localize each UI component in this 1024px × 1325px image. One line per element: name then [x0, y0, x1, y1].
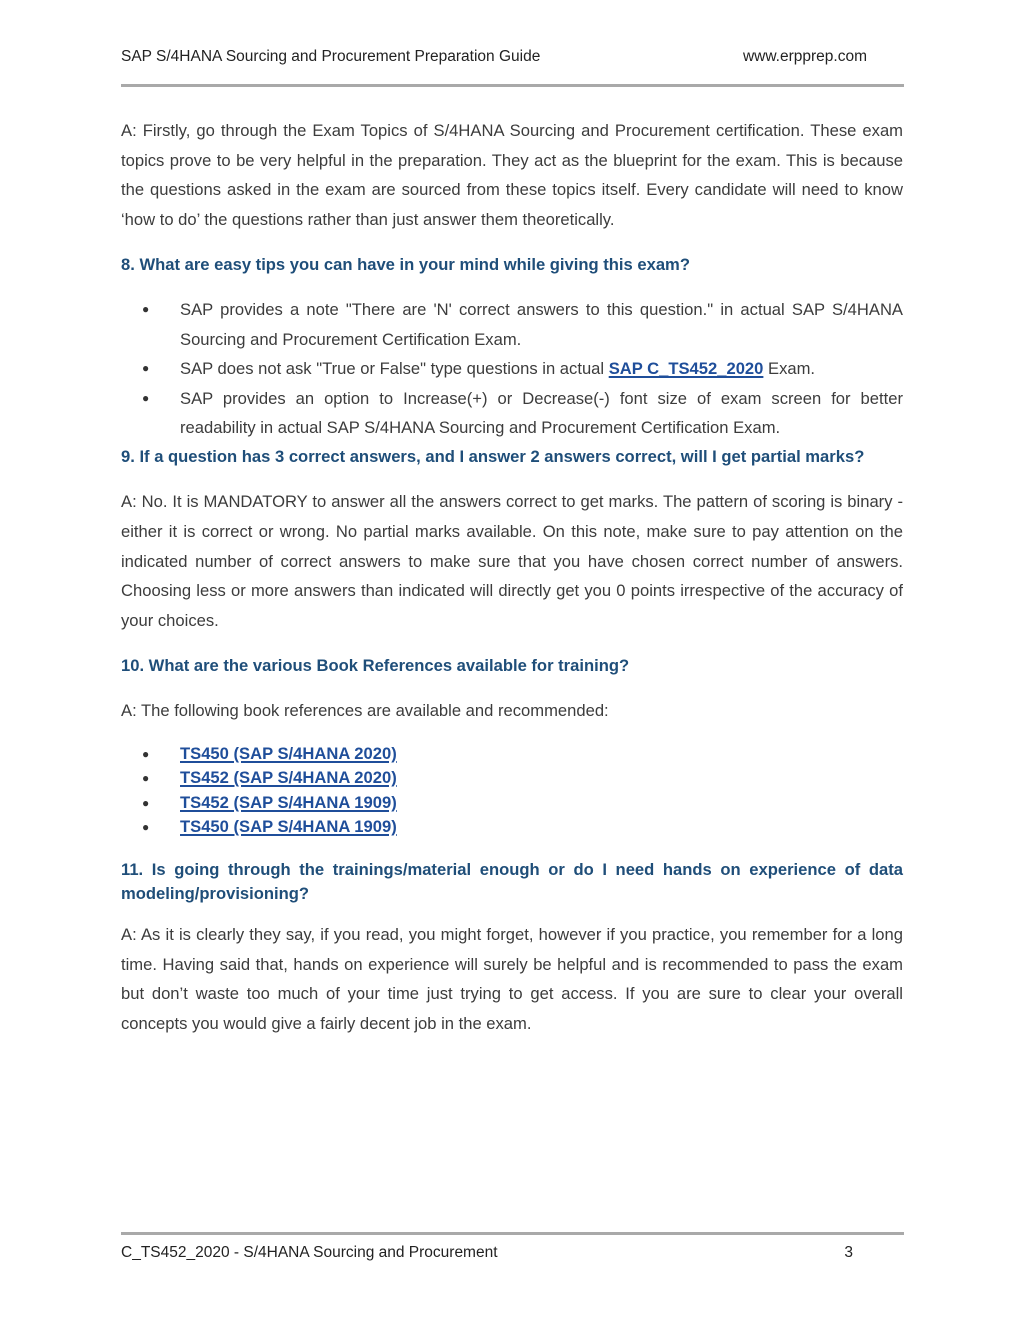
page-footer — [121, 1244, 853, 1262]
page-content — [121, 116, 903, 1038]
footer-title: C_TS452_2020 - S/4HANA Sourcing and Procurement — [121, 1244, 498, 1261]
question-10-heading: 10. What are the various Book References available for training? — [121, 656, 630, 676]
book-references-list — [121, 742, 903, 840]
tip-item — [121, 384, 903, 443]
page-header — [121, 48, 867, 66]
tip-text-after: Exam. — [763, 359, 816, 379]
tip-text: SAP provides a note "There are 'N' correct answers to this question." in actual SAP S/4HANA Sourcing and Procurement Certification Exam. — [180, 300, 903, 349]
exam-code-link[interactable]: SAP C_TS452_2020 — [608, 359, 764, 379]
bullet-icon: ● — [142, 302, 150, 317]
bullet-icon: ● — [142, 795, 150, 810]
reference-link[interactable]: TS450 (SAP S/4HANA 1909) — [180, 817, 397, 837]
intro-answer: A: Firstly, go through the Exam Topics of S/4HANA Sourcing and Procurement certification. These exam topics prove to be very helpful in the preparation. They act as the blueprint for the exam. This is because the questions asked in the exam are sourced from these topics itself. Every candidate will need to know ‘how to do’ the questions rather than just answer them theoretically. — [121, 121, 903, 229]
bullet-icon: ● — [142, 820, 150, 835]
bullet-icon: ● — [142, 390, 150, 405]
header-title: SAP S/4HANA Sourcing and Procurement Preparation Guide — [121, 48, 541, 65]
reference-item — [121, 791, 903, 816]
reference-item — [121, 815, 903, 840]
bullet-icon: ● — [142, 771, 150, 786]
bullet-icon: ● — [142, 746, 150, 761]
footer-divider — [121, 1232, 904, 1235]
question-8-heading: 8. What are easy tips you can have in your mind while giving this exam? — [121, 255, 690, 275]
reference-link[interactable]: TS452 (SAP S/4HANA 1909) — [180, 792, 397, 812]
tip-text: SAP provides an option to Increase(+) or Decrease(-) font size of exam screen for better readability in actual SAP S/4HANA Sourcing and Procurement Certification Exam. — [180, 388, 903, 437]
tips-list — [121, 295, 903, 442]
question-9-answer: A: No. It is MANDATORY to answer all the answers correct to get marks. The pattern of scoring is binary - either it is correct or wrong. No partial marks available. On this note, make sure to pay attention on the indicated number of correct answers to make sure that you have chosen correct number of answers. Choosing less or more answers than indicated will directly get you 0 points irrespective of the accuracy of your choices. — [121, 492, 903, 630]
bullet-icon: ● — [142, 361, 150, 376]
question-10-answer: A: The following book references are available and recommended: — [121, 701, 609, 721]
question-11-heading: 11. Is going through the trainings/material enough or do I need hands on experience of data modeling/provisioning? — [121, 859, 903, 903]
header-divider — [121, 84, 904, 87]
question-9-heading: 9. If a question has 3 correct answers, and I answer 2 answers correct, will I get partial marks? — [121, 447, 865, 467]
reference-link[interactable]: TS452 (SAP S/4HANA 2020) — [180, 768, 397, 788]
question-11-answer: A: As it is clearly they say, if you read, you might forget, however if you practice, you remember for a long time. Having said that, hands on experience will surely be helpful and is recommended to pass the exam but don’t waste too much of your time just trying to get access. If you are sure to clear your overall concepts you would give a fairly decent job in the exam. — [121, 924, 903, 1033]
header-site: www.erpprep.com — [742, 48, 867, 65]
tip-text-before: SAP does not ask "True or False" type questions in actual — [180, 359, 609, 379]
tip-item — [121, 354, 903, 383]
reference-item — [121, 766, 903, 791]
reference-item — [121, 742, 903, 767]
tip-item — [121, 295, 903, 354]
reference-link[interactable]: TS450 (SAP S/4HANA 2020) — [180, 743, 397, 763]
page-number: 3 — [844, 1244, 853, 1261]
